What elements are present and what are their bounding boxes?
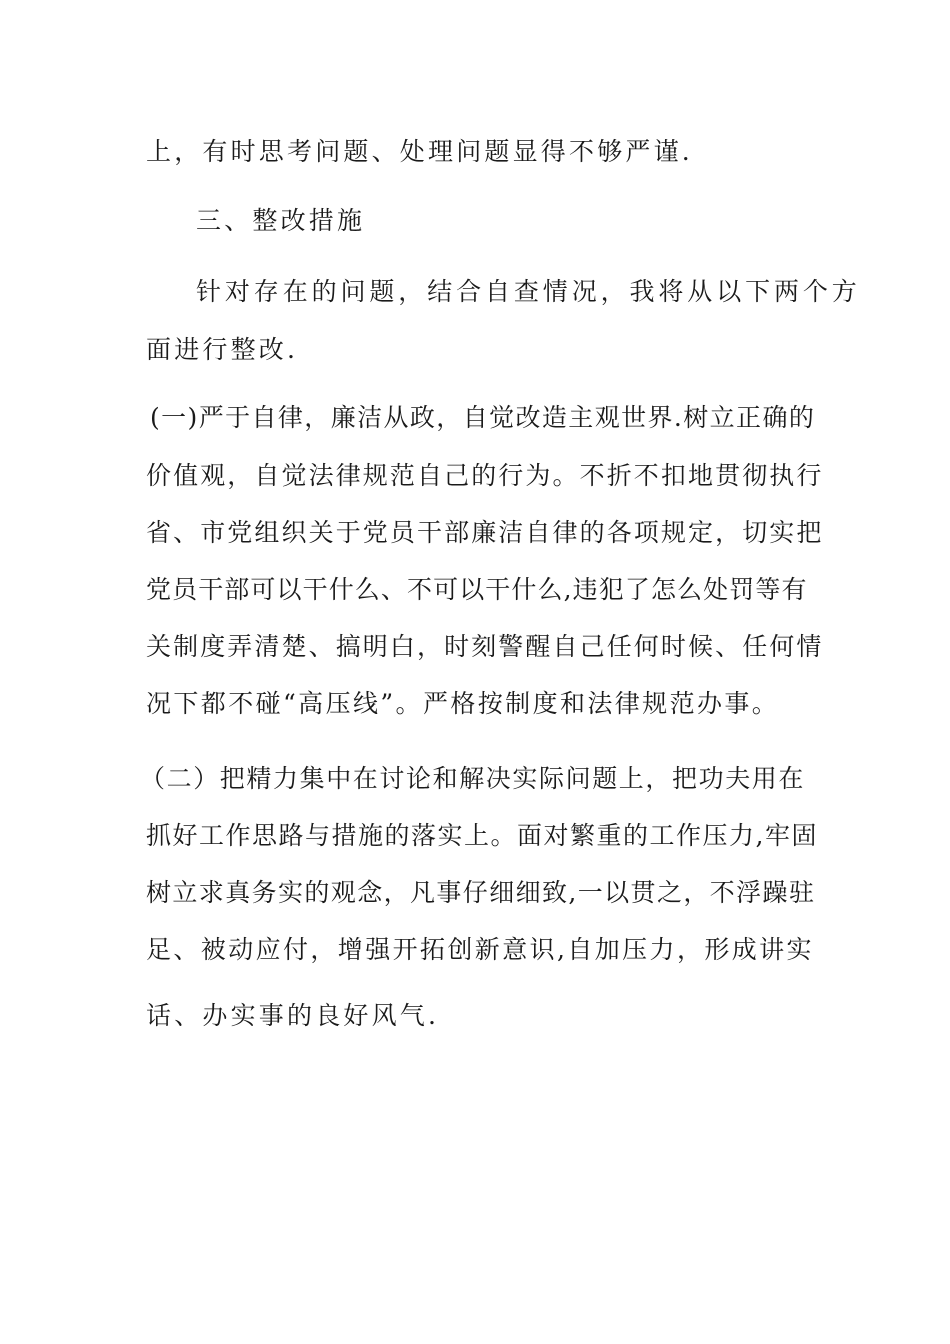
item-1-line-6: 况下都不碰“高压线”。严格按制度和法律规范办事。 (146, 689, 780, 718)
paragraph-intro-line-2: 面进行整改. (146, 335, 299, 364)
item-1-line-5: 关制度弄清楚、搞明白，时刻警醒自己任何时候、任何情 (146, 632, 824, 661)
text-line-continuation: 上，有时思考问题、处理问题显得不够严谨. (146, 137, 693, 166)
paragraph-intro-line-1: 针对存在的问题，结合自查情况，我将从以下两个方 (196, 277, 861, 306)
item-2-line-2: 抓好工作思路与措施的落实上。面对繁重的工作压力,牢固 (146, 821, 818, 850)
item-2-line-3: 树立求真务实的观念，凡事仔细细致,一以贯之，不浮躁驻 (146, 878, 816, 907)
item-1-line-3: 省、市党组织关于党员干部廉洁自律的各项规定，切实把 (146, 518, 824, 547)
item-1-line-1: (一)严于自律，廉洁从政，自觉改造主观世界.树立正确的 (150, 403, 816, 432)
item-1-line-2: 价值观，自觉法律规范自己的行为。不折不扣地贯彻执行 (146, 461, 824, 490)
section-heading: 三、整改措施 (196, 206, 366, 235)
item-2-line-4: 足、被动应付，增强开拓创新意识,自加压力，形成讲实 (146, 935, 814, 964)
item-2-line-5: 话、办实事的良好风气. (146, 1001, 440, 1030)
item-1-line-4: 党员干部可以干什么、不可以干什么,违犯了怎么处罚等有 (146, 575, 808, 604)
item-2-line-1: （二）把精力集中在讨论和解决实际问题上，把功夫用在 (140, 764, 806, 793)
